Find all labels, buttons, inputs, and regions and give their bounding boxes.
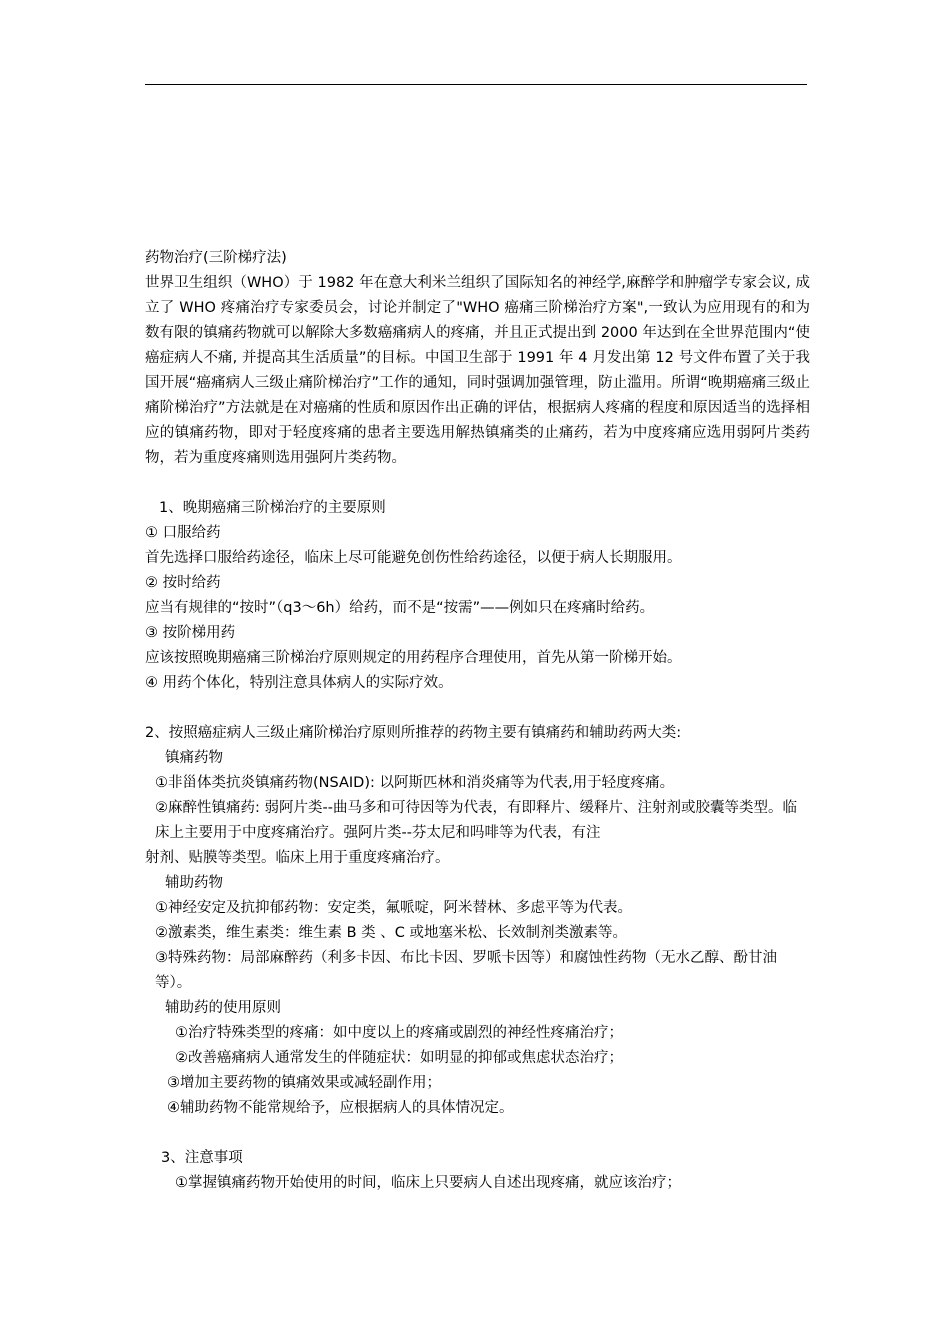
principle-1-label: ① 口服给药 bbox=[145, 525, 221, 541]
header-rule bbox=[145, 84, 807, 85]
principle-4-label: ④ 用药个体化，特别注意具体病人的实际疗效。 bbox=[145, 675, 453, 691]
spacer bbox=[145, 696, 810, 721]
section1-heading: 1、晚期癌痛三阶梯治疗的主要原则 bbox=[159, 500, 386, 516]
intro-paragraph: 世界卫生组织（WHO）于 1982 年在意大利米兰组织了国际知名的神经学,麻醉学和肿瘤学专家会议, 成立了 WHO 疼痛治疗专家委员会，讨论并制定了"WHO 癌痛三阶梯治疗方案",一致认为应用现有的和为数有限的镇痛药物就可以解除大多数癌痛病人的疼痛，并且正式提出到 2000 年达到在全世界范围内“使癌症病人不痛, 并提高其生活质量”的目标。中国卫生部于 1991 年 4 月发出第 12 号文件布置了关于我国开展“癌痛病人三级止痛阶梯治疗”工作的通知，同时强调加强管理，防止滥用。所谓“晚期癌痛三级止痛阶梯治疗”方法就是在对癌痛的性质和原因作出正确的评估，根据病人疼痛的程度和原因适当的选择相应的镇痛药物，即对于轻度疼痛的患者主要选用解热镇痛类的止痛药，若为中度疼痛应选用弱阿片类药物，若为重度疼痛则选用强阿片类药物。 bbox=[145, 275, 810, 466]
spacer bbox=[145, 471, 810, 496]
adjuvant-principles-label: 辅助药的使用原则 bbox=[165, 1000, 281, 1016]
adjuvant-principle-1: ①治疗特殊类型的疼痛：如中度以上的疼痛或剧烈的神经性疼痛治疗； bbox=[175, 1025, 623, 1041]
adjuvant-label: 辅助药物 bbox=[165, 875, 223, 891]
principle-2-label: ② 按时给药 bbox=[145, 575, 221, 591]
analgesic-item-1: ①非甾体类抗炎镇痛药物(NSAID): 以阿斯匹林和消炎痛等为代表,用于轻度疼痛。 bbox=[155, 775, 675, 791]
analgesic-item-2: ②麻醉性镇痛药: 弱阿片类--曲马多和可待因等为代表，有即释片、缓释片、注射剂或胶囊等类型。临床上主要用于中度疼痛治疗。强阿片类--芬太尼和吗啡等为代表，有注 bbox=[155, 800, 797, 841]
analgesics-label: 镇痛药物 bbox=[165, 750, 223, 766]
principle-3-text: 应该按照晚期癌痛三阶梯治疗原则规定的用药程序合理使用，首先从第一阶梯开始。 bbox=[145, 650, 682, 666]
adjuvant-item-1: ①神经安定及抗抑郁药物：安定类，氟哌啶，阿米替林、多虑平等为代表。 bbox=[155, 900, 632, 916]
adjuvant-principle-3: ③增加主要药物的镇痛效果或减轻副作用； bbox=[167, 1075, 441, 1091]
principle-3-label: ③ 按阶梯用药 bbox=[145, 625, 236, 641]
principle-2-text: 应当有规律的“按时”（q3～6h）给药，而不是“按需”——例如只在疼痛时给药。 bbox=[145, 600, 655, 616]
section3-heading: 3、注意事项 bbox=[161, 1150, 243, 1166]
document-title: 药物治疗(三阶梯疗法) bbox=[145, 250, 287, 266]
adjuvant-principle-2: ②改善癌痛病人通常发生的伴随症状：如明显的抑郁或焦虑状态治疗； bbox=[175, 1050, 623, 1066]
analgesic-item-2-cont: 射剂、贴膜等类型。临床上用于重度疼痛治疗。 bbox=[145, 850, 450, 866]
adjuvant-item-2: ②激素类，维生素类：维生素 B 类 、C 或地塞米松、长效制剂类激素等。 bbox=[155, 925, 628, 941]
caution-item-1: ①掌握镇痛药物开始使用的时间，临床上只要病人自述出现疼痛，就应该治疗； bbox=[175, 1175, 681, 1191]
section2-heading: 2、按照癌症病人三级止痛阶梯治疗原则所推荐的药物主要有镇痛药和辅助药两大类: bbox=[145, 725, 682, 741]
spacer bbox=[145, 1121, 810, 1146]
adjuvant-principle-4: ④辅助药物不能常规给予，应根据病人的具体情况定。 bbox=[167, 1100, 514, 1116]
principle-1-text: 首先选择口服给药途径，临床上尽可能避免创伤性给药途径，以便于病人长期服用。 bbox=[145, 550, 682, 566]
document-body bbox=[145, 246, 810, 1196]
adjuvant-item-3: ③特殊药物：局部麻醉药（利多卡因、布比卡因、罗哌卡因等）和腐蚀性药物（无水乙醇、酚甘油等）。 bbox=[155, 950, 777, 991]
